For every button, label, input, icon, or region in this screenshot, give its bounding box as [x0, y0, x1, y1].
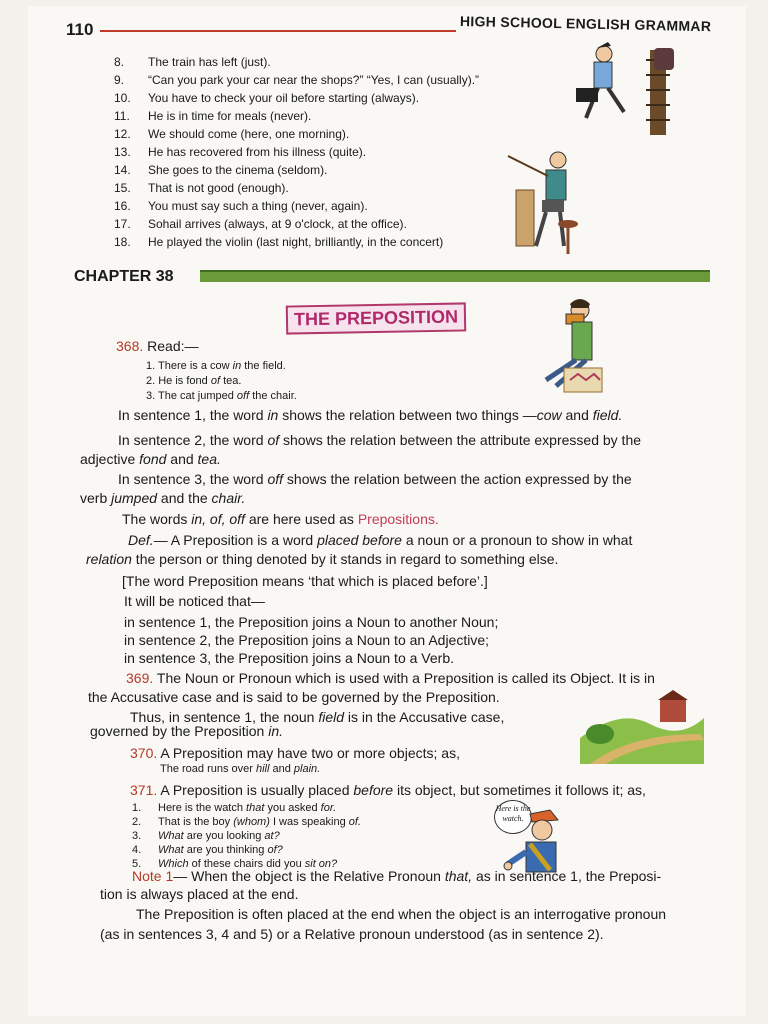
running-man-illustration: [572, 40, 692, 140]
exercise-item: 15. That is not good (enough).: [114, 181, 289, 195]
section-371: 371. A Preposition is usually placed before its object, but sometimes it follows it; as,: [130, 782, 646, 798]
page-number: 110: [66, 20, 94, 39]
boy-with-watch-illustration: [500, 808, 566, 876]
exercise-item: 16. You must say such a thing (never, again).: [114, 199, 368, 213]
para-sentence-2-cont: adjective fond and tea.: [80, 451, 221, 467]
exercise-item: 17. Sohail arrives (always, at 9 o'clock, at the office).: [114, 217, 407, 231]
section-368-heading: 368. Read:—: [116, 338, 199, 354]
note-1-cont: tion is always placed at the end.: [100, 886, 299, 902]
section-369-governed: governed by the Preposition in.: [90, 723, 284, 739]
para-sentence-3-cont: verb jumped and the chair.: [80, 490, 246, 506]
example-371-4: 4. What are you thinking of?: [132, 844, 283, 856]
example-371-1: 1. Here is the watch that you asked for.: [132, 802, 337, 814]
section-369-thus: Thus, in sentence 1, the noun field is in the Accusative case,: [130, 709, 505, 725]
exercise-item: 8. The train has left (just).: [114, 55, 271, 69]
para-sentence-2: In sentence 2, the word of shows the relation between the attribute expressed by the: [118, 432, 642, 448]
speech-bubble: Here is the watch.: [494, 800, 532, 834]
exercise-item: 9. “Can you park your car near the shops?” “Yes, I can (usually).”: [114, 73, 480, 87]
section-369: 369. The Noun or Pronoun which is used with a Preposition is called its Object. It is in: [126, 670, 655, 686]
exercise-item: 12. We should come (here, one morning).: [114, 127, 350, 141]
para-sentence-1: In sentence 1, the word in shows the relation between two things —cow and field.: [118, 407, 623, 423]
reading-boy-illustration: [526, 296, 606, 400]
section-370: 370. A Preposition may have two or more objects; as,: [130, 745, 460, 761]
para-sentence-3: In sentence 3, the word off shows the relation between the action expressed by the: [118, 471, 632, 487]
violinist-illustration: [502, 146, 582, 258]
notice-line: It will be noticed that—: [124, 593, 265, 609]
example-2: 2. He is fond of tea.: [146, 375, 242, 387]
note-para-1: The Preposition is often placed at the end when the object is an interrogative pronoun: [136, 906, 667, 922]
notice-3: in sentence 3, the Preposition joins a Noun to a Verb.: [124, 650, 454, 666]
running-head: HIGH SCHOOL ENGLISH GRAMMAR: [459, 13, 712, 35]
example-1: 1. There is a cow in the field.: [146, 360, 286, 372]
example-371-5: 5. Which of these chairs did you sit on?: [132, 858, 338, 870]
exercise-item: 14. She goes to the cinema (seldom).: [114, 163, 328, 177]
definition: Def.— A Preposition is a word placed before a noun or a pronoun to show in what: [128, 532, 633, 548]
example-3: 3. The cat jumped off the chair.: [146, 390, 297, 402]
note-1: Note 1— When the object is the Relative Pronoun that, as in sentence 1, the Preposi-: [132, 868, 662, 884]
exercise-item: 11. He is in time for meals (never).: [114, 109, 312, 123]
notice-2: in sentence 2, the Preposition joins a Noun to an Adjective;: [124, 632, 490, 648]
section-369-cont: the Accusative case and is said to be governed by the Preposition.: [88, 689, 500, 705]
notice-1: in sentence 1, the Preposition joins a Noun to another Noun;: [124, 614, 499, 630]
header-rule: [100, 30, 456, 32]
exercise-item: 13. He has recovered from his illness (quite).: [114, 145, 367, 159]
para-prepositions: The words in, of, off are here used as Prepositions.: [122, 511, 439, 527]
exercise-item: 18. He played the violin (last night, brilliantly, in the concert): [114, 235, 444, 249]
definition-cont: relation the person or thing denoted by it stands in regard to something else.: [86, 551, 559, 567]
chapter-label: CHAPTER 38: [74, 268, 174, 285]
chapter-bar: [200, 270, 710, 282]
example-371-2: 2. That is the boy (whom) I was speaking of.: [132, 816, 361, 828]
road-hill-illustration: [580, 688, 704, 764]
example-371-3: 3. What are you looking at?: [132, 830, 280, 842]
note-para-2: (as in sentences 3, 4 and 5) or a Relative pronoun understood (as in sentence 2).: [100, 926, 604, 942]
bracket-note: [The word Preposition means ‘that which is placed before’.]: [122, 573, 488, 589]
chapter-title: THE PREPOSITION: [286, 302, 467, 334]
exercise-item: 10. You have to check your oil before starting (always).: [114, 91, 420, 105]
section-370-example: The road runs over hill and plain.: [160, 763, 321, 775]
